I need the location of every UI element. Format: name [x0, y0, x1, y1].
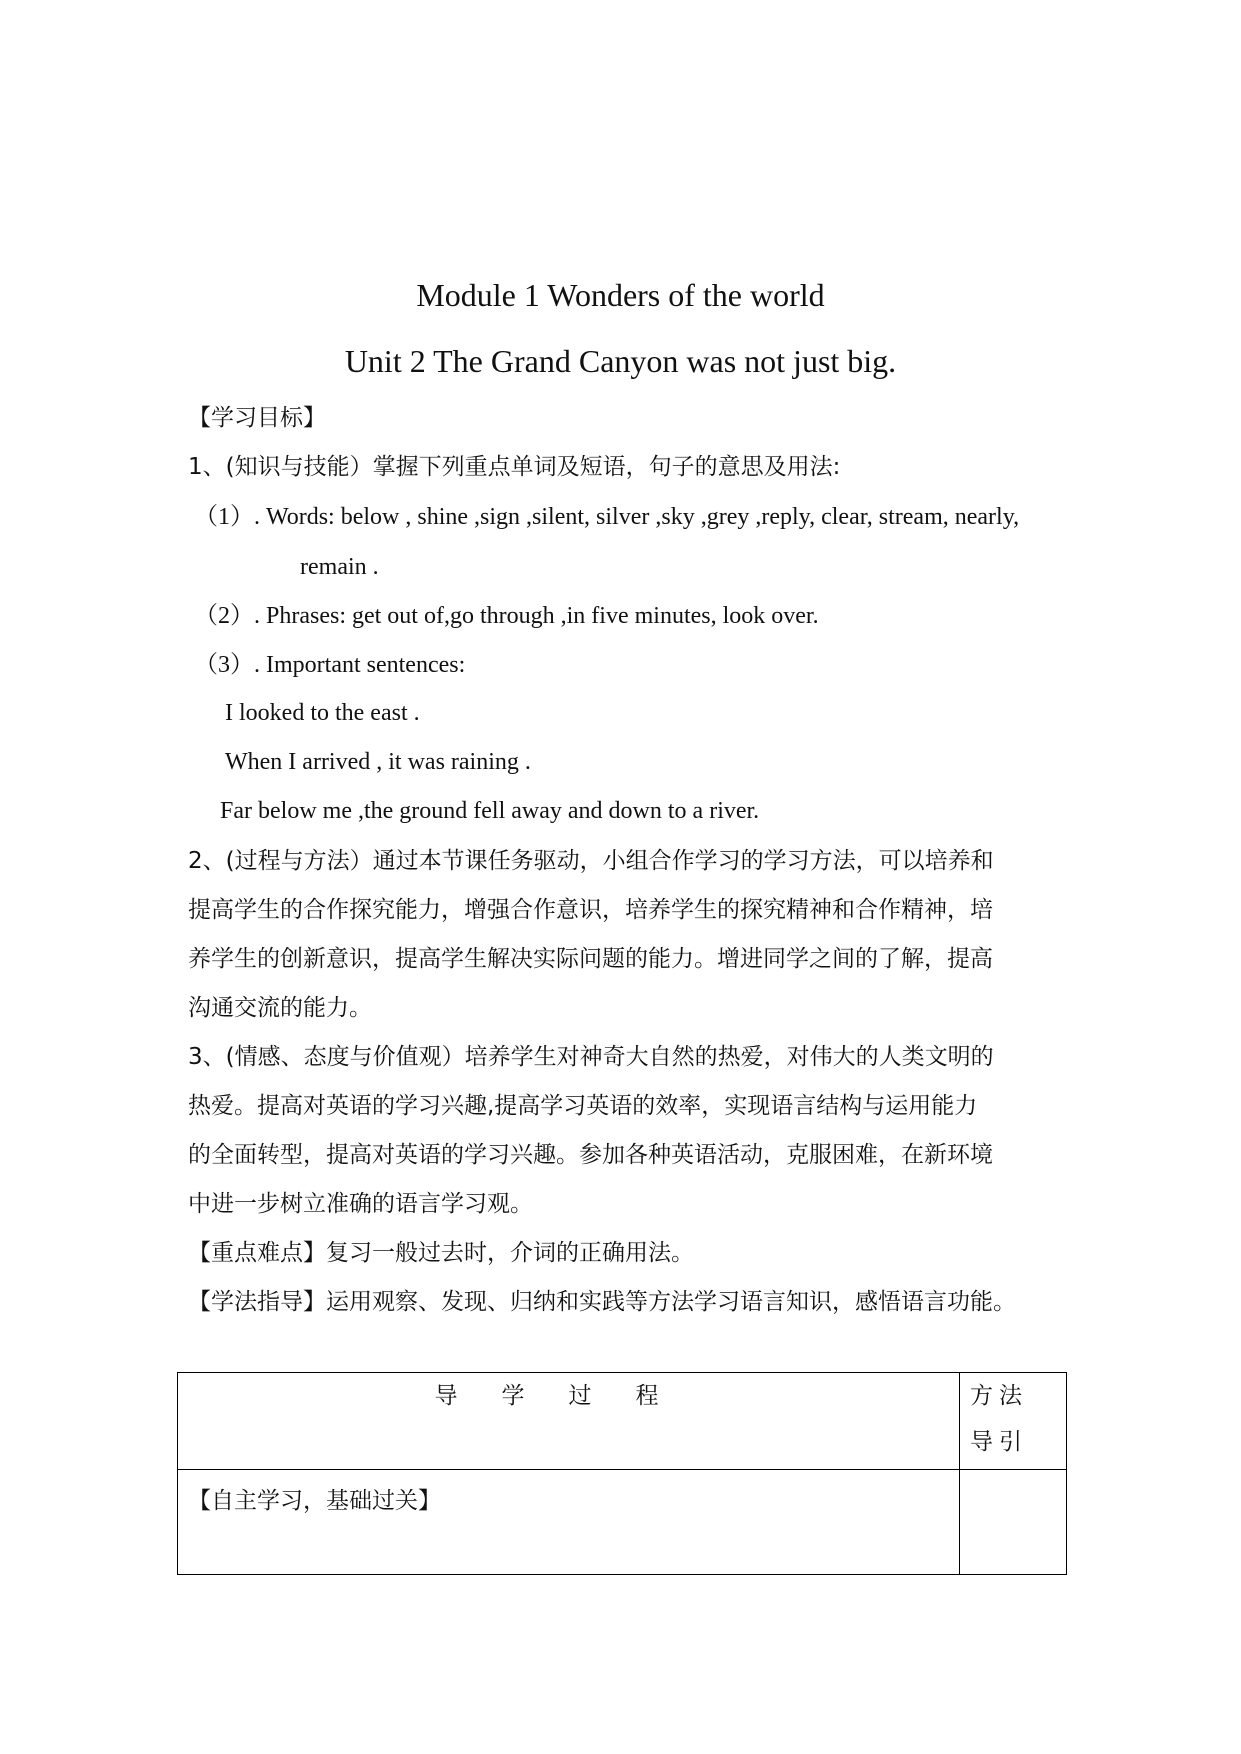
objective-3-line-4: 中进一步树立准确的语言学习观。	[188, 1191, 533, 1217]
phrases-line: （2）. Phrases: get out of,go through ,in five minutes, look over.	[194, 603, 819, 629]
objective-2-line-2: 提高学生的合作探究能力，增强合作意识，培养学生的探究精神和合作精神，培	[188, 897, 993, 923]
objective-3-line-2: 热爱。提高对英语的学习兴趣,提高学习英语的效率，实现语言结构与运用能力	[188, 1093, 978, 1119]
table-header-process: 导学过程	[178, 1373, 960, 1470]
sentence-2: When I arrived , it was raining .	[225, 749, 531, 775]
words-line-1: （1）. Words: below , shine ,sign ,silent, silver ,sky ,grey ,reply, clear, stream, nearly,	[194, 504, 1020, 530]
objective-2-line-3: 养学生的创新意识，提高学生解决实际问题的能力。增进同学之间的了解，提高	[188, 946, 993, 972]
objectives-heading: 【学习目标】	[188, 405, 326, 431]
sentence-1: I looked to the east .	[225, 700, 420, 726]
key-points: 【重点难点】复习一般过去时，介词的正确用法。	[188, 1240, 694, 1266]
module-title: Module 1 Wonders of the world	[416, 277, 825, 313]
objective-3-line-3: 的全面转型，提高对英语的学习兴趣。参加各种英语活动，克服困难，在新环境	[188, 1142, 993, 1168]
table-row	[178, 1470, 1067, 1575]
table-header-method: 方法导引	[960, 1373, 1067, 1470]
table-cell-method-empty	[960, 1470, 1067, 1575]
sentence-3: Far below me ,the ground fell away and down to a river.	[220, 798, 760, 824]
objective-2-line-1: 2、(过程与方法）通过本节课任务驱动，小组合作学习的学习方法，可以培养和	[188, 848, 994, 874]
guide-table	[177, 1372, 1067, 1575]
sentences-label: （3）. Important sentences:	[194, 652, 466, 678]
table-cell-self-study: 【自主学习，基础过关】	[178, 1470, 960, 1575]
objective-1-intro: 1、(知识与技能）掌握下列重点单词及短语，句子的意思及用法:	[188, 454, 841, 480]
table-header-row	[178, 1373, 1067, 1470]
objective-2-line-4: 沟通交流的能力。	[188, 995, 372, 1021]
objective-3-line-1: 3、(情感、态度与价值观）培养学生对神奇大自然的热爱，对伟大的人类文明的	[188, 1044, 994, 1070]
words-line-2: remain .	[300, 554, 379, 580]
method-guide: 【学法指导】运用观察、发现、归纳和实践等方法学习语言知识，感悟语言功能。	[188, 1289, 1016, 1315]
unit-title: Unit 2 The Grand Canyon was not just big.	[344, 343, 897, 379]
